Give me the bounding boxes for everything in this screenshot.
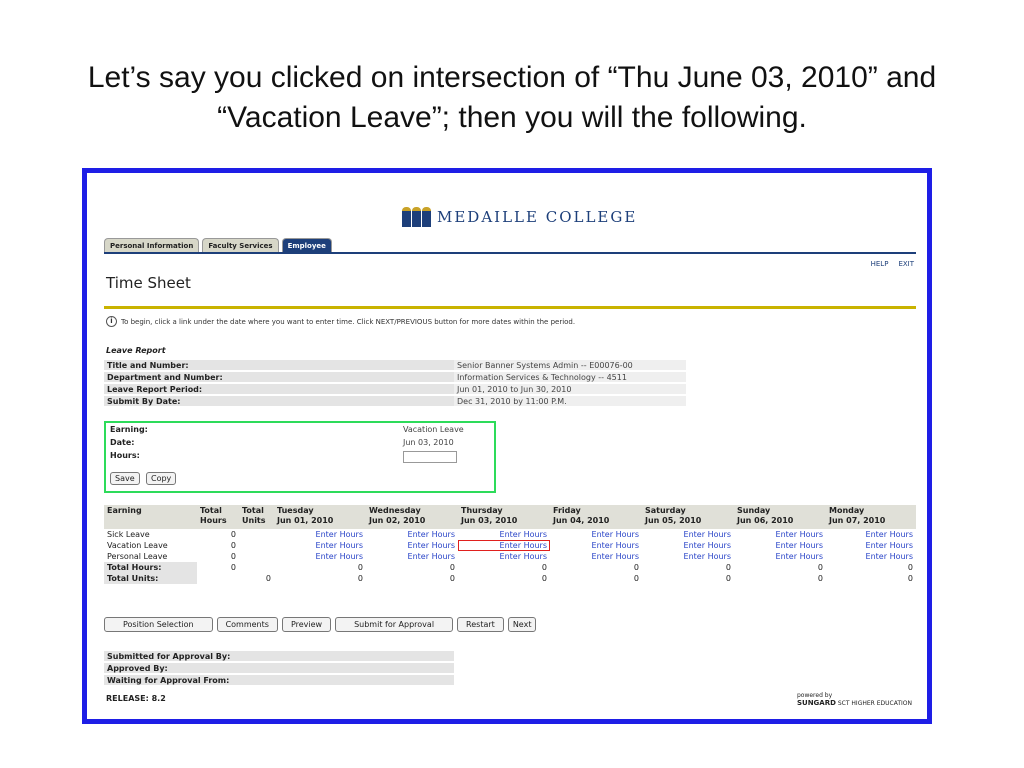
total-hours-value: 0	[230, 563, 236, 572]
timesheet-page	[92, 178, 922, 714]
vendor-name: SUNGARD	[796, 699, 836, 707]
detail-row-title	[104, 360, 686, 371]
enter-hours-link[interactable]: Enter Hours	[683, 552, 731, 561]
slide-title	[40, 58, 984, 138]
enter-hours-link[interactable]: Enter Hours	[407, 541, 455, 550]
detail-label: Leave Report Period:	[104, 384, 454, 395]
hours-input[interactable]	[403, 451, 457, 463]
total-units-value: 0	[265, 574, 271, 583]
hours-entry-panel	[104, 421, 496, 493]
detail-row-department	[104, 372, 686, 383]
preview-button[interactable]: Preview	[282, 617, 331, 632]
college-logo-text: MEDAILLE COLLEGE	[437, 208, 638, 226]
earning-name: Sick Leave	[107, 530, 150, 539]
enter-hours-link[interactable]: Enter Hours	[775, 541, 823, 550]
enter-hours-link[interactable]: Enter Hours	[499, 530, 547, 539]
enter-hours-link[interactable]: Enter Hours	[775, 552, 823, 561]
day-total: 0	[817, 563, 823, 572]
column-header: Thursday Jun 03, 2010	[458, 505, 550, 529]
day-total: 0	[725, 574, 731, 583]
enter-hours-link[interactable]: Enter Hours	[407, 530, 455, 539]
approval-label: Waiting for Approval From:	[104, 675, 454, 686]
total-units-cell	[239, 540, 274, 551]
column-header: Wednesday Jun 02, 2010	[366, 505, 458, 529]
approval-label: Submitted for Approval By:	[104, 651, 454, 662]
action-buttons	[104, 617, 536, 632]
grid-header-row	[104, 505, 916, 529]
total-units-row	[104, 573, 916, 584]
tab-personal-information[interactable]: Personal Information	[104, 238, 199, 253]
vendor-logo	[797, 692, 912, 707]
submit-for-approval-button[interactable]: Submit for Approval	[335, 617, 453, 632]
day-total: 0	[449, 574, 455, 583]
enter-hours-link[interactable]: Enter Hours	[865, 541, 913, 550]
earning-name: Vacation Leave	[107, 541, 168, 550]
enter-hours-link[interactable]: Enter Hours	[865, 552, 913, 561]
enter-hours-link[interactable]: Enter Hours	[315, 552, 363, 561]
screenshot-frame	[82, 168, 932, 724]
approval-label: Approved By:	[104, 663, 454, 674]
column-header: Friday Jun 04, 2010	[550, 505, 642, 529]
total-units-cell	[239, 562, 274, 573]
next-button[interactable]: Next	[508, 617, 537, 632]
total-units-cell	[239, 551, 274, 562]
day-total: 0	[357, 563, 363, 572]
date-label: Date:	[110, 438, 135, 447]
column-header: Earning	[104, 505, 197, 529]
total-hours-row	[104, 562, 916, 573]
total-units-cell	[239, 529, 274, 540]
day-total: 0	[907, 563, 913, 572]
approved-by-row	[104, 663, 456, 674]
table-row	[104, 540, 916, 551]
total-hours-cell: 0	[230, 541, 236, 550]
enter-hours-link-highlighted[interactable]: Enter Hours	[458, 540, 550, 551]
powered-by-text: powered by	[796, 692, 833, 699]
total-hours-cell: 0	[230, 552, 236, 561]
info-text: To begin, click a link under the date where you want to enter time. Click NEXT/PREVIOUS button for more dates within the period.	[121, 317, 576, 326]
day-total: 0	[633, 574, 639, 583]
leave-report-heading: Leave Report	[106, 346, 166, 355]
column-header: Tuesday Jun 01, 2010	[274, 505, 366, 529]
column-header: Saturday Jun 05, 2010	[642, 505, 734, 529]
info-icon: i	[106, 316, 117, 327]
day-total: 0	[449, 563, 455, 572]
detail-label: Submit By Date:	[104, 396, 454, 407]
detail-value: Senior Banner Systems Admin -- E00076-00	[454, 360, 686, 371]
detail-value: Jun 01, 2010 to Jun 30, 2010	[454, 384, 686, 395]
day-total: 0	[907, 574, 913, 583]
main-tabs	[104, 238, 332, 253]
detail-value: Dec 31, 2010 by 11:00 P.M.	[454, 396, 686, 407]
enter-hours-link[interactable]: Enter Hours	[683, 530, 731, 539]
top-links	[861, 260, 914, 268]
hours-label: Hours:	[110, 451, 140, 460]
tab-faculty-services[interactable]: Faculty Services	[202, 238, 278, 253]
position-selection-button[interactable]: Position Selection	[104, 617, 213, 632]
enter-hours-link[interactable]: Enter Hours	[591, 541, 639, 550]
detail-label: Title and Number:	[104, 360, 454, 371]
detail-label: Department and Number:	[104, 372, 454, 383]
tab-divider	[104, 252, 916, 254]
earning-value: Vacation Leave	[403, 425, 464, 434]
comments-button[interactable]: Comments	[217, 617, 278, 632]
college-logo	[402, 203, 637, 231]
enter-hours-link[interactable]: Enter Hours	[315, 541, 363, 550]
detail-value: Information Services & Technology -- 4511	[454, 372, 686, 383]
enter-hours-link[interactable]: Enter Hours	[499, 552, 547, 561]
college-logo-icon	[402, 207, 431, 227]
release-label: RELEASE: 8.2	[106, 694, 166, 703]
day-total: 0	[541, 574, 547, 583]
exit-link[interactable]: EXIT	[898, 260, 914, 268]
enter-hours-link[interactable]: Enter Hours	[775, 530, 823, 539]
enter-hours-link[interactable]: Enter Hours	[315, 530, 363, 539]
table-row	[104, 551, 916, 562]
copy-button[interactable]: Copy	[146, 472, 176, 485]
total-hours-cell	[197, 573, 239, 584]
total-hours-label: Total Hours:	[104, 562, 197, 573]
slide-title-line1: Let’s say you clicked on intersection of “Thu June 03, 2010” and	[87, 61, 937, 94]
enter-hours-link[interactable]: Enter Hours	[865, 530, 913, 539]
table-row	[104, 529, 916, 540]
restart-button[interactable]: Restart	[457, 617, 504, 632]
detail-row-period	[104, 384, 686, 395]
total-units-label: Total Units:	[104, 573, 197, 584]
day-total: 0	[817, 574, 823, 583]
enter-hours-link[interactable]: Enter Hours	[591, 530, 639, 539]
total-hours-cell: 0	[230, 530, 236, 539]
info-message	[106, 316, 575, 327]
day-total: 0	[633, 563, 639, 572]
column-header: Total Units	[239, 505, 274, 529]
column-header: Monday Jun 07, 2010	[826, 505, 916, 529]
enter-hours-link[interactable]: Enter Hours	[683, 541, 731, 550]
day-total: 0	[357, 574, 363, 583]
day-total: 0	[725, 563, 731, 572]
title-divider	[104, 306, 916, 309]
waiting-approval-row	[104, 675, 456, 686]
enter-hours-link[interactable]: Enter Hours	[591, 552, 639, 561]
date-value: Jun 03, 2010	[403, 438, 454, 447]
tab-employee[interactable]: Employee	[282, 238, 332, 253]
vendor-subtitle: SCT HIGHER EDUCATION	[837, 700, 912, 707]
day-total: 0	[541, 563, 547, 572]
timesheet-grid	[104, 505, 916, 584]
earning-label: Earning:	[110, 425, 148, 434]
save-button[interactable]: Save	[110, 472, 140, 485]
slide-title-line2: “Vacation Leave”; then you will the following.	[217, 101, 807, 134]
submitted-by-row	[104, 651, 456, 662]
enter-hours-link[interactable]: Enter Hours	[407, 552, 455, 561]
help-link[interactable]: HELP	[870, 260, 889, 268]
earning-name: Personal Leave	[107, 552, 168, 561]
column-header: Total Hours	[197, 505, 239, 529]
detail-row-submit-by	[104, 396, 686, 407]
column-header: Sunday Jun 06, 2010	[734, 505, 826, 529]
page-title: Time Sheet	[106, 274, 191, 292]
